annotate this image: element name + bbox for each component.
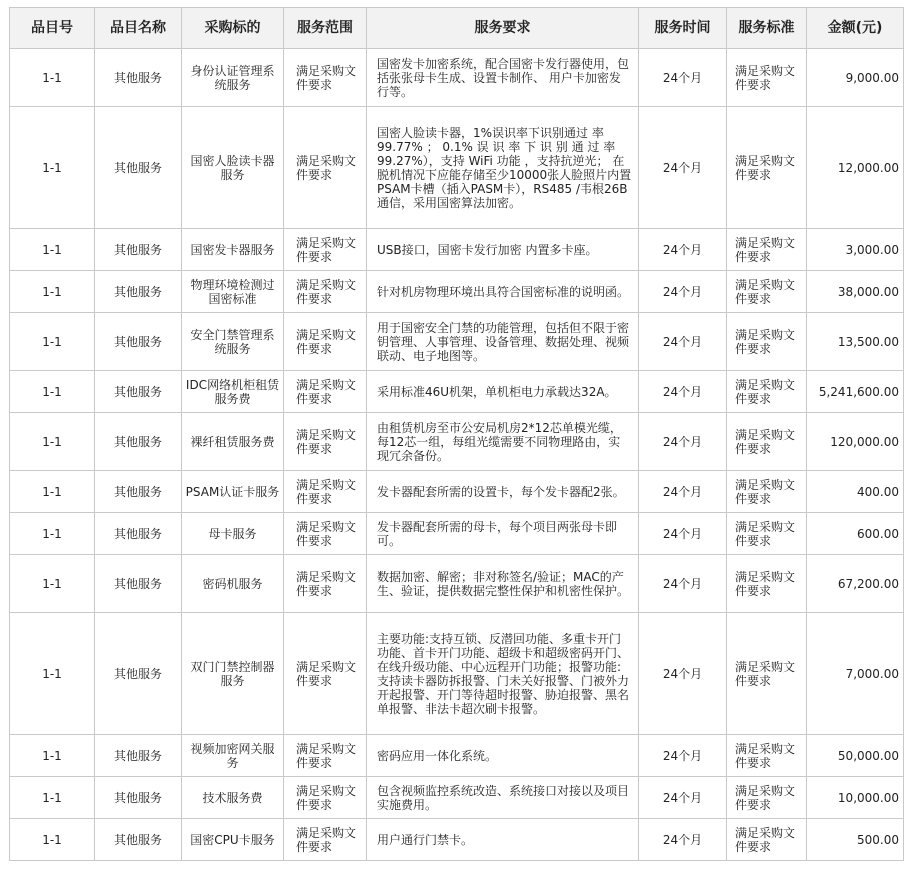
cell-time: 24个月 [639, 107, 727, 229]
cell-item-no: 1-1 [10, 49, 95, 107]
cell-time: 24个月 [639, 777, 727, 819]
cell-requirement: 发卡器配套所需的母卡，每个项目两张母卡即可。 [367, 513, 639, 555]
cell-item-no: 1-1 [10, 555, 95, 613]
cell-requirement: 包含视频监控系统改造、系统接口对接以及项目实施费用。 [367, 777, 639, 819]
cell-item-no: 1-1 [10, 371, 95, 413]
cell-category: 其他服务 [95, 313, 182, 371]
cell-time: 24个月 [639, 229, 727, 271]
cell-scope: 满足采购文件要求 [284, 613, 367, 735]
cell-item: 母卡服务 [182, 513, 284, 555]
cell-item-no: 1-1 [10, 229, 95, 271]
cell-standard: 满足采购文件要求 [727, 371, 807, 413]
cell-standard: 满足采购文件要求 [727, 735, 807, 777]
cell-standard: 满足采购文件要求 [727, 471, 807, 513]
table-row [10, 555, 904, 613]
cell-time: 24个月 [639, 555, 727, 613]
cell-requirement: 用户通行门禁卡。 [367, 819, 639, 861]
cell-scope: 满足采购文件要求 [284, 371, 367, 413]
cell-standard: 满足采购文件要求 [727, 613, 807, 735]
cell-category: 其他服务 [95, 613, 182, 735]
cell-scope: 满足采购文件要求 [284, 471, 367, 513]
cell-time: 24个月 [639, 819, 727, 861]
cell-amount: 7,000.00 [807, 613, 904, 735]
table-row [10, 371, 904, 413]
cell-requirement: USB接口，国密卡发行加密 内置多卡座。 [367, 229, 639, 271]
cell-item: 技术服务费 [182, 777, 284, 819]
cell-category: 其他服务 [95, 471, 182, 513]
cell-time: 24个月 [639, 471, 727, 513]
table-row [10, 49, 904, 107]
cell-standard: 满足采购文件要求 [727, 777, 807, 819]
cell-item: 视频加密网关服务 [182, 735, 284, 777]
cell-category: 其他服务 [95, 271, 182, 313]
cell-category: 其他服务 [95, 413, 182, 471]
cell-category: 其他服务 [95, 819, 182, 861]
cell-item: IDC网络机柜租赁服务费 [182, 371, 284, 413]
cell-amount: 13,500.00 [807, 313, 904, 371]
cell-amount: 120,000.00 [807, 413, 904, 471]
cell-requirement: 由租赁机房至市公安局机房2*12芯单模光缆，每12芯一组，每组光缆需要不同物理路由，实现冗余备份。 [367, 413, 639, 471]
cell-scope: 满足采购文件要求 [284, 313, 367, 371]
cell-amount: 400.00 [807, 471, 904, 513]
cell-item-no: 1-1 [10, 107, 95, 229]
cell-time: 24个月 [639, 513, 727, 555]
cell-item: 国密发卡器服务 [182, 229, 284, 271]
table-row [10, 513, 904, 555]
cell-amount: 12,000.00 [807, 107, 904, 229]
cell-amount: 3,000.00 [807, 229, 904, 271]
cell-scope: 满足采购文件要求 [284, 555, 367, 613]
cell-item-no: 1-1 [10, 819, 95, 861]
cell-category: 其他服务 [95, 735, 182, 777]
cell-category: 其他服务 [95, 513, 182, 555]
cell-requirement: 数据加密、解密；非对称签名/验证；MAC的产生、验证，提供数据完整性保护和机密性保护。 [367, 555, 639, 613]
cell-item: 身份认证管理系统服务 [182, 49, 284, 107]
table-row [10, 613, 904, 735]
cell-item-no: 1-1 [10, 413, 95, 471]
cell-requirement: 国密发卡加密系统，配合国密卡发行器使用，包括张张母卡生成、设置卡制作、 用户卡加密发行等。 [367, 49, 639, 107]
cell-standard: 满足采购文件要求 [727, 413, 807, 471]
cell-amount: 5,241,600.00 [807, 371, 904, 413]
cell-scope: 满足采购文件要求 [284, 413, 367, 471]
cell-item-no: 1-1 [10, 513, 95, 555]
cell-item: 国密CPU卡服务 [182, 819, 284, 861]
cell-item: 双门门禁控制器服务 [182, 613, 284, 735]
cell-scope: 满足采购文件要求 [284, 819, 367, 861]
header-scope: 服务范围 [284, 8, 367, 49]
cell-category: 其他服务 [95, 371, 182, 413]
cell-category: 其他服务 [95, 49, 182, 107]
cell-amount: 9,000.00 [807, 49, 904, 107]
cell-amount: 67,200.00 [807, 555, 904, 613]
cell-standard: 满足采购文件要求 [727, 271, 807, 313]
cell-item: 物理环境检测过国密标准 [182, 271, 284, 313]
cell-requirement: 用于国密安全门禁的功能管理，包括但不限于密钥管理、人事管理、设备管理、数据处理、视频联动、电子地图等。 [367, 313, 639, 371]
cell-scope: 满足采购文件要求 [284, 49, 367, 107]
table-row [10, 107, 904, 229]
cell-amount: 10,000.00 [807, 777, 904, 819]
table-row [10, 229, 904, 271]
cell-amount: 38,000.00 [807, 271, 904, 313]
cell-item-no: 1-1 [10, 313, 95, 371]
cell-item: 密码机服务 [182, 555, 284, 613]
table-row [10, 735, 904, 777]
header-requirement: 服务要求 [367, 8, 639, 49]
cell-item-no: 1-1 [10, 777, 95, 819]
cell-requirement: 针对机房物理环境出具符合国密标准的说明函。 [367, 271, 639, 313]
cell-item: 国密人脸读卡器服务 [182, 107, 284, 229]
cell-scope: 满足采购文件要求 [284, 271, 367, 313]
cell-standard: 满足采购文件要求 [727, 819, 807, 861]
header-row [10, 8, 904, 49]
table-row [10, 777, 904, 819]
procurement-table [9, 7, 904, 861]
cell-item: 裸纤租赁服务费 [182, 413, 284, 471]
procurement-table-container [9, 7, 904, 861]
cell-item-no: 1-1 [10, 271, 95, 313]
cell-category: 其他服务 [95, 229, 182, 271]
header-standard: 服务标准 [727, 8, 807, 49]
header-time: 服务时间 [639, 8, 727, 49]
cell-time: 24个月 [639, 49, 727, 107]
cell-item-no: 1-1 [10, 613, 95, 735]
cell-standard: 满足采购文件要求 [727, 513, 807, 555]
cell-item-no: 1-1 [10, 735, 95, 777]
cell-scope: 满足采购文件要求 [284, 513, 367, 555]
cell-time: 24个月 [639, 735, 727, 777]
cell-time: 24个月 [639, 371, 727, 413]
cell-time: 24个月 [639, 313, 727, 371]
cell-amount: 600.00 [807, 513, 904, 555]
cell-amount: 50,000.00 [807, 735, 904, 777]
table-row [10, 471, 904, 513]
cell-requirement: 主要功能:支持互锁、反潜回功能、多重卡开门功能、首卡开门功能、超级卡和超级密码开门、在线升级功能、中心远程开门功能；报警功能:支持读卡器防拆报警、门未关好报警、门被外力开起报警、开门等待超时报警、胁迫报警、黑名单报警、非法卡超次刷卡报警。 [367, 613, 639, 735]
cell-scope: 满足采购文件要求 [284, 777, 367, 819]
cell-scope: 满足采购文件要求 [284, 229, 367, 271]
cell-item-no: 1-1 [10, 471, 95, 513]
header-item: 采购标的 [182, 8, 284, 49]
cell-requirement: 密码应用一体化系统。 [367, 735, 639, 777]
cell-category: 其他服务 [95, 107, 182, 229]
cell-standard: 满足采购文件要求 [727, 229, 807, 271]
cell-category: 其他服务 [95, 555, 182, 613]
cell-time: 24个月 [639, 613, 727, 735]
table-row [10, 313, 904, 371]
cell-item: 安全门禁管理系统服务 [182, 313, 284, 371]
cell-requirement: 发卡器配套所需的设置卡，每个发卡器配2张。 [367, 471, 639, 513]
header-category: 品目名称 [95, 8, 182, 49]
cell-requirement: 采用标准46U机架，单机柜电力承载达32A。 [367, 371, 639, 413]
header-amount: 金额(元) [807, 8, 904, 49]
cell-standard: 满足采购文件要求 [727, 49, 807, 107]
cell-time: 24个月 [639, 271, 727, 313]
cell-category: 其他服务 [95, 777, 182, 819]
cell-time: 24个月 [639, 413, 727, 471]
cell-item: PSAM认证卡服务 [182, 471, 284, 513]
cell-standard: 满足采购文件要求 [727, 555, 807, 613]
cell-scope: 满足采购文件要求 [284, 107, 367, 229]
cell-standard: 满足采购文件要求 [727, 313, 807, 371]
cell-requirement: 国密人脸读卡器，1%误识率下识别通过 率 99.77% ； 0.1% 误 识 率 下 识 别 通 过 率 99.27%），支持 WiFi 功能 ，支持抗逆光； 在脱机情况下应能存储至少10000张人脸照片内置PSAM卡槽（插入PASM卡），RS485 /韦根26B通信，采用国密算法加密。 [367, 107, 639, 229]
cell-amount: 500.00 [807, 819, 904, 861]
cell-scope: 满足采购文件要求 [284, 735, 367, 777]
table-body [10, 49, 904, 861]
table-row [10, 413, 904, 471]
cell-standard: 满足采购文件要求 [727, 107, 807, 229]
table-row [10, 819, 904, 861]
table-row [10, 271, 904, 313]
header-item-no: 品目号 [10, 8, 95, 49]
